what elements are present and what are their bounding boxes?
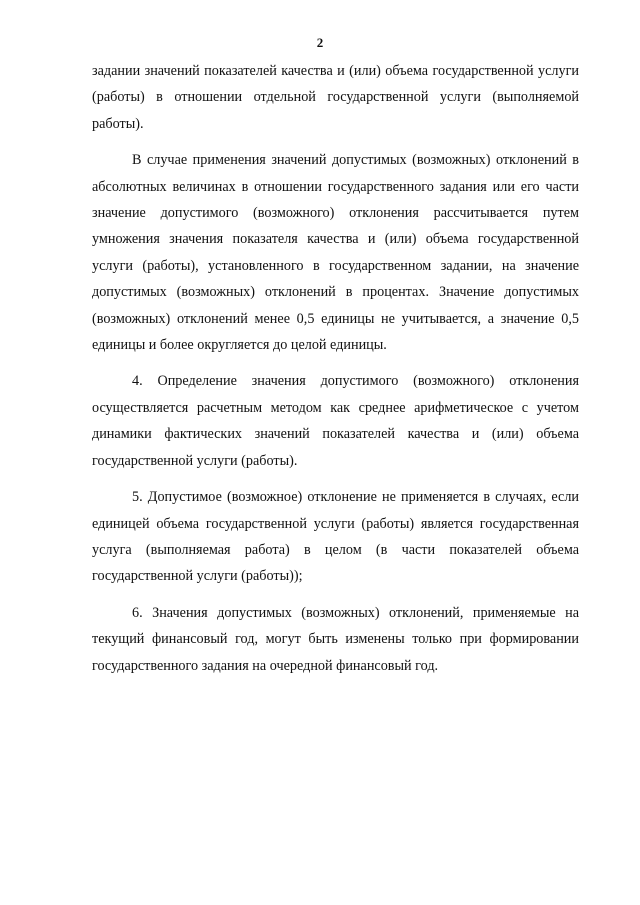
paragraph-absolute-deviation: В случае применения значений допустимых (возможных) отклонений в абсолютных величинах в отношении государственного задания или его части значение допустимого (возможного) отклонения рассчитывается путем умножения значения показателя качества и (или) объема государственной услуги (работы), установленного в государственном задании, на значение допустимых (возможных) отклонений в процентах. Значение допустимых (возможных) отклонений менее 0,5 единицы не учитывается, а значение 0,5 единицы и более округляется до целой единицы. — [92, 152, 579, 354]
paragraph-item-4: 4. Определение значения допустимого (возможного) отклонения осуществляется расчетным методом как среднее арифметическое с учетом динамики фактических значений показателей качества и (или) объема государственной услуги (работы). — [92, 373, 579, 469]
paragraph-item-5: 5. Допустимое (возможное) отклонение не применяется в случаях, если единицей объема государственной услуги (работы) является государственная услуга (выполняемая работа) в целом (в части показателей объема государственной услуги (работы)); — [92, 489, 579, 585]
page-number: 2 — [316, 35, 324, 50]
paragraph-item-6: 6. Значения допустимых (возможных) отклонений, применяемые на текущий финансовый год, могут быть изменены только при формировании государственного задания на очередной финансовый год. — [92, 604, 579, 674]
document-body — [92, 58, 579, 679]
paragraph-continuation: задании значений показателей качества и (или) объема государственной услуги (работы) в отношении отдельной государственной услуги (выполняемой работы). — [92, 63, 579, 132]
